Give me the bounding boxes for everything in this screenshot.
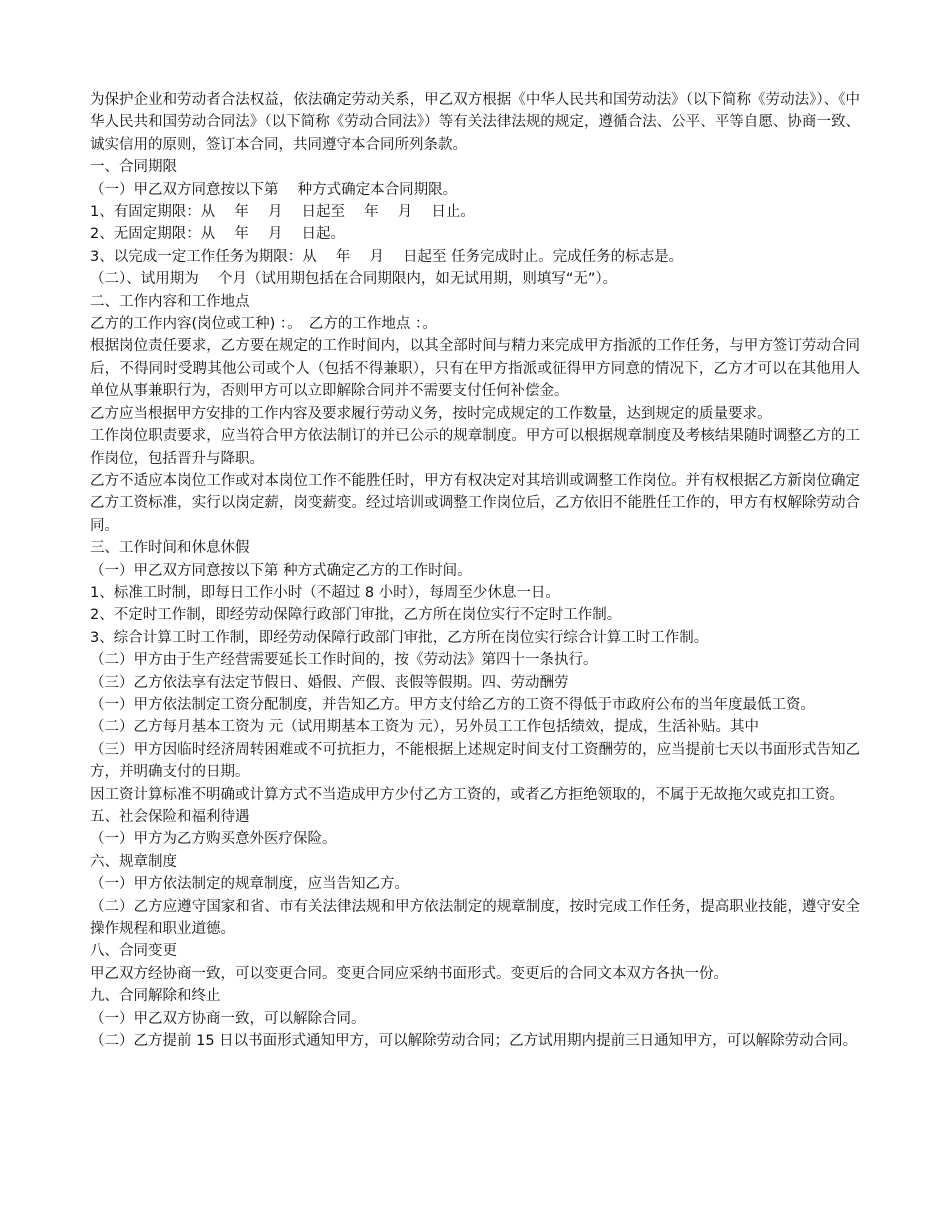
clause-paragraph: 2、不定时工作制，即经劳动保障行政部门审批，乙方所在岗位实行不定时工作制。: [90, 607, 622, 624]
clause-paragraph: （二）乙方每月基本工资为 元（试用期基本工资为 元），另外员工工作包括绩效，提成，生活补贴。其中: [90, 719, 759, 736]
contract-document: [90, 89, 860, 1052]
clause-paragraph: （二）甲方由于生产经营需要延长工作时间的，按《劳动法》第四十一条执行。: [90, 652, 598, 669]
clause-paragraph: 2、无固定期限：从 年 月 日起。: [90, 226, 346, 243]
clause-paragraph: （一）甲乙双方协商一致，可以解除合同。: [90, 1010, 366, 1027]
clause-paragraph: （一）甲乙双方同意按以下第 种方式确定乙方的工作时间。: [90, 562, 472, 579]
clause-paragraph: （三）乙方依法享有法定节假日、婚假、产假、丧假等假期。四、劳动酬劳: [90, 674, 569, 691]
clause-paragraph: 乙方的工作内容(岗位或工种) ：。 乙方的工作地点 ：。: [90, 316, 437, 333]
clause-paragraph: 1、有固定期限：从 年 月 日起至 年 月 日止。: [90, 204, 475, 221]
clause-paragraph: 乙方不适应本岗位工作或对本岗位工作不能胜任时，甲方有权决定对其培训或调整工作岗位。并有权根据乙方新岗位确定乙方工资标准，实行以岗定薪，岗变薪变。经过培训或调整工作岗位后，乙方依旧不能胜任工作的，甲方有权解除劳动合同。: [90, 472, 860, 534]
clause-paragraph: （一）甲方为乙方购买意外医疗保险。: [90, 831, 337, 848]
clause-paragraph: （一）甲乙双方同意按以下第 种方式确定本合同期限。: [90, 181, 458, 198]
clause-paragraph: （一）甲方依法制定的规章制度，应当告知乙方。: [90, 876, 409, 893]
section-heading-social-insurance: 五、社会保险和福利待遇: [90, 809, 250, 825]
clause-paragraph: 甲乙双方经协商一致，可以变更合同。变更合同应采纳书面形式。变更后的合同文本双方各执一份。: [90, 965, 728, 982]
clause-paragraph: 1、标准工时制，即每日工作小时（不超过 8 小时），每周至少休息一日。: [90, 584, 560, 601]
section-heading-contract-change: 八、合同变更: [90, 943, 177, 960]
clause-paragraph: 根据岗位责任要求，乙方要在规定的工作时间内，以其全部时间与精力来完成甲方指派的工作任务，与甲方签订劳动合同后，不得同时受聘其他公司或个人（包括不得兼职），只有在甲方指派或征得甲方同意的情况下，乙方才可以在其他用人单位从事兼职行为，否则甲方可以立即解除合同并不需要支付任何补偿金。: [90, 338, 860, 400]
clause-paragraph: （一）甲方依法制定工资分配制度，并告知乙方。甲方支付给乙方的工资不得低于市政府公布的当年度最低工资。: [90, 696, 815, 713]
clause-paragraph: （三）甲方因临时经济周转困难或不可抗拒力，不能根据上述规定时间支付工资酬劳的，应当提前七天以书面形式告知乙方，并明确支付的日期。: [90, 741, 860, 781]
section-heading-termination: 九、合同解除和终止: [90, 988, 221, 1005]
clause-paragraph: （二）、试用期为 个月（试用期包括在合同期限内，如无试用期，则填写“无”）。: [90, 271, 618, 288]
clause-paragraph: 因工资计算标准不明确或计算方式不当造成甲方少付乙方工资的，或者乙方拒绝领取的，不属于无故拖欠或克扣工资。: [90, 786, 844, 803]
section-heading-working-hours: 三、工作时间和休息休假: [90, 540, 250, 557]
clause-paragraph: 工作岗位职责要求，应当符合甲方依法制订的并已公示的规章制度。甲方可以根据规章制度及考核结果随时调整乙方的工作岗位，包括晋升与降职。: [90, 428, 860, 467]
clause-paragraph: （二）乙方应遵守国家和省、市有关法律法规和甲方依法制定的规章制度，按时完成工作任务，提高职业技能，遵守安全操作规程和职业道德。: [90, 898, 860, 938]
section-heading-work-content: 二、工作内容和工作地点: [90, 293, 250, 310]
section-heading-contract-term: 一、合同期限: [90, 159, 177, 176]
clause-paragraph: （二）乙方提前 15 日以书面形式通知甲方，可以解除劳动合同；乙方试用期内提前三日通知甲方，可以解除劳动合同。: [90, 1033, 858, 1050]
clause-paragraph: 3、以完成一定工作任务为期限：从 年 月 日起至 任务完成时止。完成任务的标志是。: [90, 248, 684, 265]
clause-paragraph: 3、综合计算工时工作制，即经劳动保障行政部门审批，乙方所在岗位实行综合计算工时工作制。: [90, 629, 709, 646]
section-heading-rules: 六、规章制度: [90, 853, 177, 870]
clause-paragraph: 乙方应当根据甲方安排的工作内容及要求履行劳动义务，按时完成规定的工作数量，达到规定的质量要求。: [90, 405, 772, 422]
preamble-paragraph: 为保护企业和劳动者合法权益，依法确定劳动关系，甲乙双方根据《中华人民共和国劳动法》（以下简称《劳动法》）、《中华人民共和国劳动合同法》（以下简称《劳动合同法》）等有关法律法规的规定，遵循合法、公平、平等自愿、协商一致、诚实信用的原则，签订本合同，共同遵守本合同所列条款。: [90, 92, 860, 153]
